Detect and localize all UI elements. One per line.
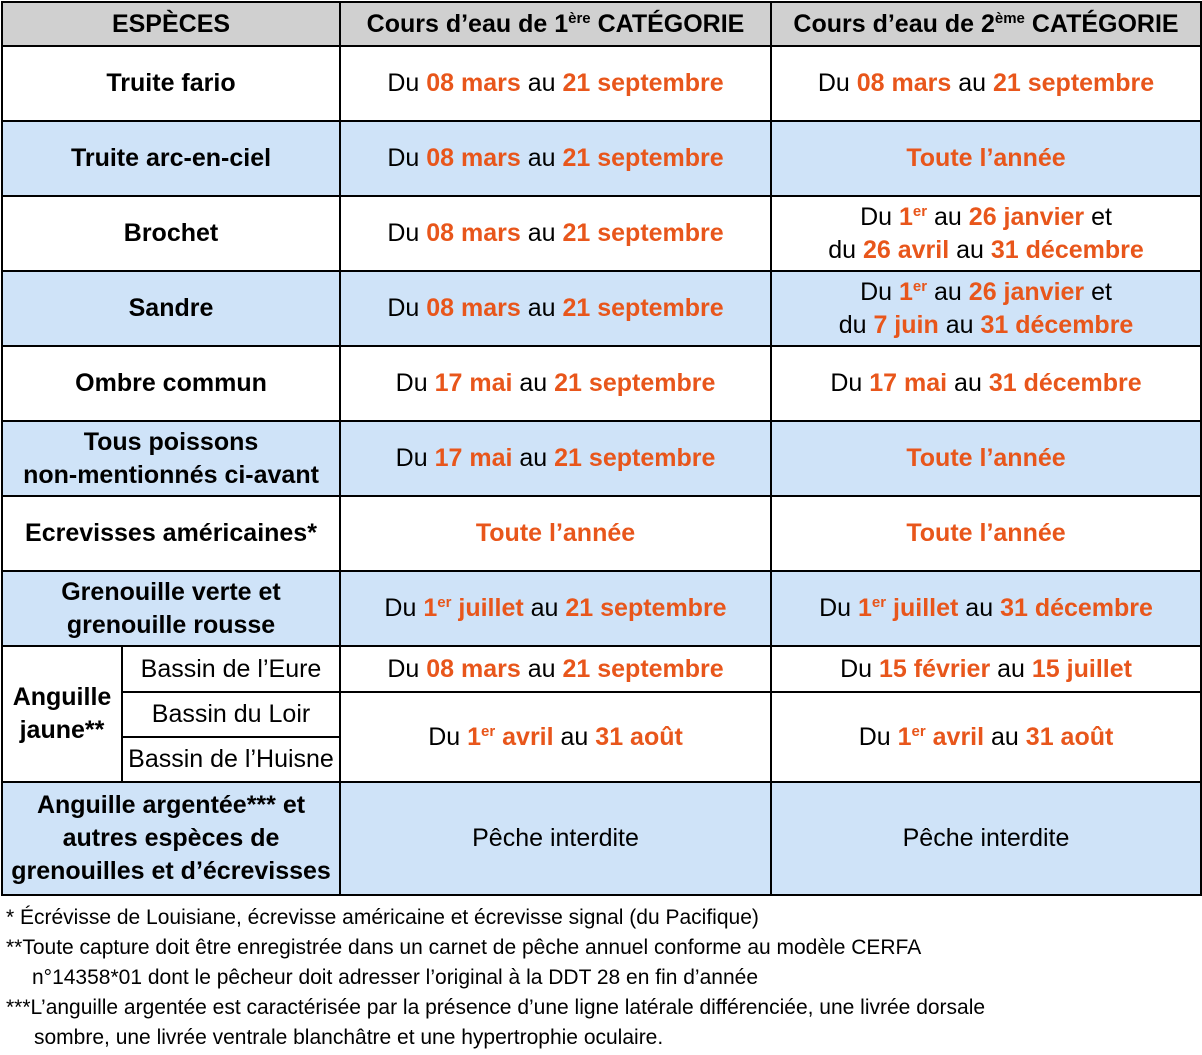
footnote-3: ***L’anguille argentée est caractérisée par la présence d’une ligne latérale différenciée, une livrée dorsale [6, 996, 986, 1019]
row-tous-poissons [2, 421, 1201, 496]
row-anguille-eure [2, 646, 1201, 692]
period-cat1: Du 08 mars au 21 septembre [340, 121, 771, 196]
row-brochet [2, 196, 1201, 271]
period-cat2: Du 1er au 26 janvier et du 7 juin au 31 décembre [771, 271, 1201, 346]
species-anguille-jaune: Anguille jaune** [2, 646, 122, 782]
header-category-1: Cours d’eau de 1ère CATÉGORIE [340, 2, 771, 46]
period-cat2: Toute l’année [771, 496, 1201, 571]
species-sandre: Sandre [2, 271, 340, 346]
species-grenouille: Grenouille verte et grenouille rousse [2, 571, 340, 646]
footnote-1: * Écrévisse de Louisiane, écrevisse américaine et écrevisse signal (du Pacifique) [6, 906, 759, 929]
footnote-3-cont: sombre, une livrée ventrale blanchâtre et une hypertrophie oculaire. [34, 1026, 664, 1049]
basin-loir: Bassin du Loir [122, 692, 340, 737]
row-truite-fario [2, 46, 1201, 121]
period-cat1: Du 1er avril au 31 août [340, 692, 771, 782]
period-cat1: Du 08 mars au 21 septembre [340, 46, 771, 121]
period-cat1: Du 17 mai au 21 septembre [340, 421, 771, 496]
period-cat1: Du 08 mars au 21 septembre [340, 196, 771, 271]
period-cat2: Du 1er avril au 31 août [771, 692, 1201, 782]
period-cat2: Du 17 mai au 31 décembre [771, 346, 1201, 421]
species-truite-arc-en-ciel: Truite arc-en-ciel [2, 121, 340, 196]
period-cat2: Toute l’année [771, 421, 1201, 496]
basin-eure: Bassin de l’Eure [122, 646, 340, 692]
row-ombre-commun [2, 346, 1201, 421]
species-brochet: Brochet [2, 196, 340, 271]
header-row [2, 2, 1201, 46]
footnote-2: **Toute capture doit être enregistrée dans un carnet de pêche annuel conforme au modèle CERFA [6, 936, 922, 959]
period-cat1: Toute l’année [340, 496, 771, 571]
period-cat1: Du 08 mars au 21 septembre [340, 271, 771, 346]
period-cat2: Du 1er au 26 janvier et du 26 avril au 31 décembre [771, 196, 1201, 271]
species-ombre-commun: Ombre commun [2, 346, 340, 421]
footnote-2-cont: n°14358*01 dont le pêcheur doit adresser l’original à la DDT 28 en fin d’année [32, 966, 758, 989]
period-cat1: Du 08 mars au 21 septembre [340, 646, 771, 692]
header-species: ESPÈCES [2, 2, 340, 46]
footnotes [6, 903, 1196, 1053]
basin-huisne: Bassin de l’Huisne [122, 737, 340, 782]
row-ecrevisses [2, 496, 1201, 571]
species-ecrevisses: Ecrevisses américaines* [2, 496, 340, 571]
period-cat1: Du 1er juillet au 21 septembre [340, 571, 771, 646]
species-anguille-argentee: Anguille argentée*** et autres espèces de grenouilles et d’écrevisses [2, 782, 340, 895]
period-cat1: Du 17 mai au 21 septembre [340, 346, 771, 421]
row-truite-arc-en-ciel [2, 121, 1201, 196]
header-category-2: Cours d’eau de 2ème CATÉGORIE [771, 2, 1201, 46]
species-tous-poissons: Tous poissons non-mentionnés ci-avant [2, 421, 340, 496]
row-sandre [2, 271, 1201, 346]
period-cat1: Pêche interdite [340, 782, 771, 895]
period-cat2: Pêche interdite [771, 782, 1201, 895]
period-cat2: Du 08 mars au 21 septembre [771, 46, 1201, 121]
fishing-periods-table [1, 1, 1202, 896]
row-anguille-loir [2, 692, 1201, 737]
species-truite-fario: Truite fario [2, 46, 340, 121]
period-cat2: Du 15 février au 15 juillet [771, 646, 1201, 692]
period-cat2: Toute l’année [771, 121, 1201, 196]
period-cat2: Du 1er juillet au 31 décembre [771, 571, 1201, 646]
row-anguille-argentee [2, 782, 1201, 895]
row-grenouille [2, 571, 1201, 646]
